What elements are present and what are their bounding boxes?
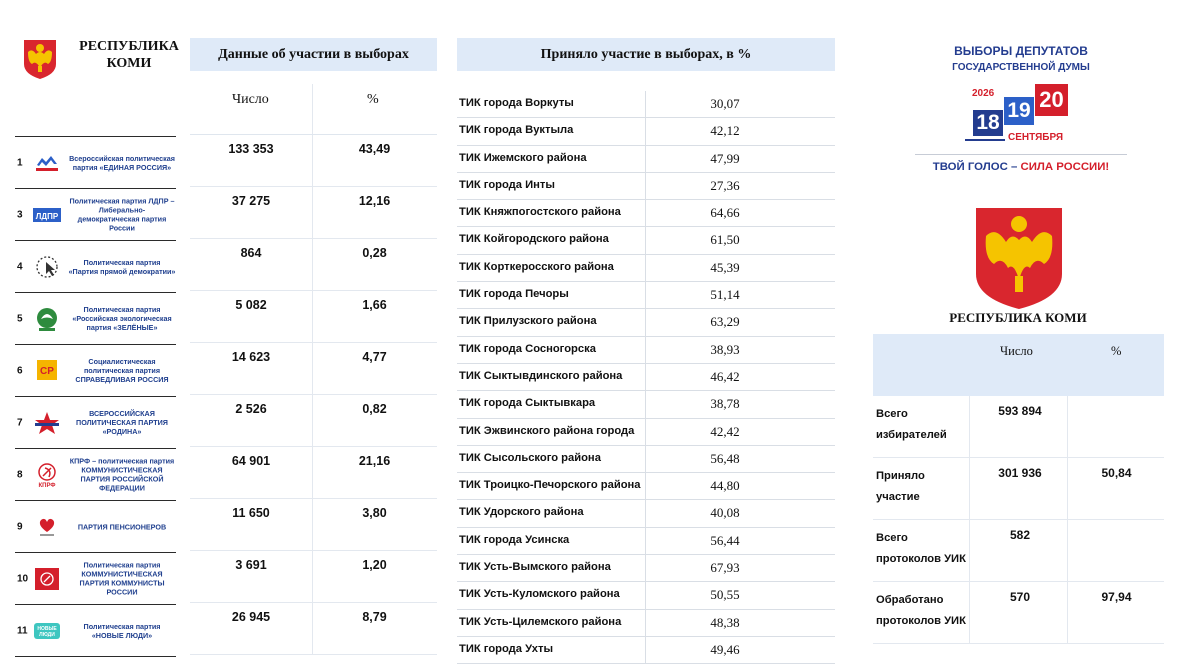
participation-percent: 1,66 [362,298,387,312]
tik-name: ТИК Прилузского района [459,315,597,328]
participation-percent: 3,80 [362,506,387,520]
party-name: Политическая партия ЛДПР – Либерально-демократическая партия России [69,196,175,233]
participation-table-header [190,84,437,135]
turnout-row [457,337,835,364]
participation-row [190,447,437,499]
party-row [15,396,176,448]
summary-label: Всего избирателей [876,408,947,441]
turnout-table [457,91,835,664]
tik-name: ТИК города Сосногорска [459,342,596,355]
summary-percent: 97,94 [1101,590,1132,604]
party-number: 5 [17,313,23,324]
turnout-row [457,473,835,500]
tik-name: ТИК Корткеросского района [459,260,614,273]
participation-row [190,187,437,239]
pensioners-heart-icon [32,514,62,540]
svg-text:ЛЮДИ: ЛЮДИ [39,631,55,638]
header-percent: % [367,92,379,107]
tik-name: ТИК Ижемского района [459,151,587,164]
greens-leaf-icon [32,306,62,332]
tik-turnout-value: 47,99 [710,150,740,166]
tik-turnout-value: 27,36 [710,177,740,193]
banner-day-19: 19 [1004,97,1034,125]
participation-percent: 8,79 [362,610,387,624]
turnout-row [457,582,835,609]
turnout-row [457,255,835,282]
tik-turnout-value: 38,78 [710,396,740,412]
participation-percent: 1,20 [362,558,387,572]
turnout-row [457,309,835,336]
tik-name: ТИК города Воркуты [459,97,574,109]
region-title-line2: КОМИ [106,56,152,71]
party-name: ВСЕРОССИЙСКАЯ ПОЛИТИЧЕСКАЯ ПАРТИЯ «РОДИНА» [76,408,168,437]
party-number: 7 [17,417,23,428]
summary-count: 582 [1009,528,1031,542]
summary-table-body [873,396,1164,644]
party-name: КПРФ – политическая партия КОММУНИСТИЧЕСКАЯ ПАРТИЯ РОССИЙСКОЙ ФЕДЕРАЦИИ [69,456,175,493]
banner-year: 2026 [972,88,995,99]
party-number: 6 [17,365,23,376]
turnout-row [457,446,835,473]
komi-coat-of-arms-icon [22,38,58,80]
party-row [15,240,176,292]
turnout-row [457,391,835,418]
party-name: Политическая партия «Российская экологическая партия «ЗЕЛЁНЫЕ» [72,304,172,333]
participation-percent: 0,28 [362,246,387,260]
ldpr-logo-icon [32,202,62,228]
svg-text:ЛДПР: ЛДПР [35,211,59,221]
banner-underline [965,139,1005,141]
party-row [15,500,176,552]
tik-turnout-value: 49,46 [710,641,740,657]
summary-label: Приняло участие [876,470,925,503]
summary-row [873,520,1164,582]
direct-democracy-cursor-icon [32,254,62,280]
tik-turnout-value: 64,66 [710,205,740,221]
turnout-table-title: Приняло участие в выборах, в % [457,38,835,71]
tik-name: ТИК города Печоры [459,288,569,301]
tik-turnout-value: 63,29 [710,314,740,330]
participation-row [190,395,437,447]
party-name: Социалистическая политическая партия СПРАВЕДЛИВАЯ РОССИЯ [75,356,169,385]
summary-percent: 50,84 [1101,466,1132,480]
participation-count: 14 623 [231,350,271,364]
tik-name: ТИК Усть-Вымского района [459,561,611,574]
banner-title-line1: ВЫБОРЫ ДЕПУТАТОВ [954,44,1088,58]
banner-day-20: 20 [1035,84,1068,116]
banner-title-line2: ГОСУДАРСТВЕННОЙ ДУМЫ [952,62,1090,73]
communists-russia-icon [32,566,62,592]
summary-count: 593 894 [998,404,1042,418]
turnout-row [457,528,835,555]
party-row [15,136,176,188]
sr-logo-icon [32,358,62,384]
turnout-row [457,146,835,173]
participation-table-body [190,135,437,655]
party-number: 8 [17,469,23,480]
turnout-row [457,91,835,118]
participation-row [190,343,437,395]
participation-count: 3 691 [235,558,267,572]
tik-name: ТИК Усть-Цилемского района [459,615,622,628]
tik-name: ТИК города Вуктыла [459,124,574,137]
tik-name: ТИК Сысольского района [459,451,601,464]
turnout-row [457,200,835,227]
tik-name: ТИК города Инты [459,178,555,191]
turnout-row [457,227,835,254]
participation-percent: 43,49 [358,142,391,156]
tik-name: ТИК города Ухты [459,642,554,655]
summary-row [873,396,1164,458]
tik-turnout-value: 48,38 [710,614,740,630]
participation-count: 64 901 [231,454,271,468]
turnout-row [457,118,835,145]
slogan-part-2: СИЛА РОССИИ! [1020,161,1110,173]
tik-name: ТИК Троицко-Печорского района [459,479,641,492]
tik-turnout-value: 50,55 [710,587,740,603]
tik-turnout-value: 61,50 [710,232,740,248]
kprf-hammer-sickle-icon [32,462,62,488]
summary-count: 570 [1009,590,1031,604]
party-number: 3 [17,209,23,220]
participation-percent: 0,82 [362,402,387,416]
summary-row [873,582,1164,644]
party-name: Политическая партия «НОВЫЕ ЛЮДИ» [83,621,161,640]
tik-name: ТИК Княжпогостского района [459,206,621,219]
turnout-row [457,282,835,309]
tik-name: ТИК Усть-Куломского района [459,588,620,601]
election-banner [915,40,1127,185]
summary-header-percent: % [1111,344,1122,358]
tik-name: ТИК Эжвинского района города [459,424,635,437]
svg-text:КПРФ: КПРФ [38,482,56,488]
participation-table-title: Данные об участии в выборах [190,38,437,71]
slogan-part-1: ТВОЙ ГОЛОС – [932,161,1021,173]
banner-divider [915,154,1127,155]
banner-slogan [915,161,1127,173]
party-name: Политическая партия КОММУНИСТИЧЕСКАЯ ПАРТИЯ КОММУНИСТЫ РОССИИ [79,560,165,597]
participation-row [190,603,437,655]
turnout-row [457,419,835,446]
party-number: 9 [17,521,23,532]
party-row [15,552,176,604]
party-row [15,448,176,500]
turnout-row [457,500,835,527]
tik-turnout-value: 56,44 [710,532,740,548]
participation-count: 37 275 [231,194,271,208]
tik-turnout-value: 38,93 [710,341,740,357]
summary-table-header [873,334,1164,396]
participation-row [190,291,437,343]
party-name: ПАРТИЯ ПЕНСИОНЕРОВ [77,521,167,531]
turnout-row [457,173,835,200]
participation-row [190,551,437,603]
participation-count: 26 945 [231,610,271,624]
svg-text:НОВЫЕ: НОВЫЕ [37,625,57,632]
tik-turnout-value: 40,08 [710,505,740,521]
tik-name: ТИК Сыктывдинского района [459,369,623,382]
participation-count: 133 353 [228,142,274,156]
region-title [64,38,194,72]
rodina-star-icon [32,410,62,436]
party-number: 1 [17,157,23,168]
participation-percent: 12,16 [358,194,391,208]
participation-count: 864 [240,246,262,260]
party-row [15,292,176,344]
tik-turnout-value: 67,93 [710,560,740,576]
participation-count: 5 082 [235,298,267,312]
summary-count: 301 936 [998,466,1042,480]
party-number: 4 [17,261,23,272]
party-row [15,188,176,240]
tik-turnout-value: 42,42 [710,423,740,439]
turnout-row [457,555,835,582]
tik-turnout-value: 30,07 [710,96,740,111]
region-header [20,38,180,88]
participation-row [190,239,437,291]
summary-label: Всего протоколов УИК [876,532,966,565]
right-region-title: РЕСПУБЛИКА КОМИ [949,310,1087,325]
party-row [15,344,176,396]
party-row [15,604,176,657]
turnout-row [457,364,835,391]
summary-header-count: Число [1000,344,1033,358]
tik-name: ТИК Койгородского района [459,233,609,246]
tik-name: ТИК Удорского района [459,506,584,519]
participation-table [190,84,437,655]
participation-count: 2 526 [235,402,267,416]
tik-turnout-value: 45,39 [710,259,740,275]
party-name: Политическая партия «Партия прямой демократии» [68,257,176,276]
tik-turnout-value: 44,80 [710,478,740,494]
participation-row [190,499,437,551]
region-title-line1: РЕСПУБЛИКА [79,39,179,54]
participation-percent: 4,77 [362,350,387,364]
header-count: Число [232,92,269,107]
summary-row [873,458,1164,520]
tik-turnout-value: 56,48 [710,450,740,466]
summary-label: Обработано протоколов УИК [876,594,966,627]
party-list [15,136,176,657]
tik-turnout-value: 42,12 [710,123,740,139]
banner-month: СЕНТЯБРЯ [1008,132,1064,143]
tik-name: ТИК города Сыктывкара [459,397,596,410]
komi-coat-of-arms-large-icon [974,206,1064,310]
party-name: Всероссийская политическая партия «ЕДИНАЯ РОССИЯ» [69,153,175,172]
banner-day-18: 18 [973,110,1003,136]
tik-turnout-value: 51,14 [710,287,740,303]
participation-row [190,135,437,187]
summary-table [873,334,1164,644]
new-people-logo-icon [32,618,62,644]
party-number: 10 [17,573,29,584]
party-number: 11 [17,625,28,636]
united-russia-bear-icon [32,150,62,176]
participation-count: 11 650 [232,506,270,520]
turnout-row [457,610,835,637]
svg-text:СР: СР [40,365,54,377]
tik-name: ТИК города Усинска [459,533,570,546]
turnout-row [457,637,835,664]
participation-percent: 21,16 [358,454,391,468]
tik-turnout-value: 46,42 [710,368,740,384]
